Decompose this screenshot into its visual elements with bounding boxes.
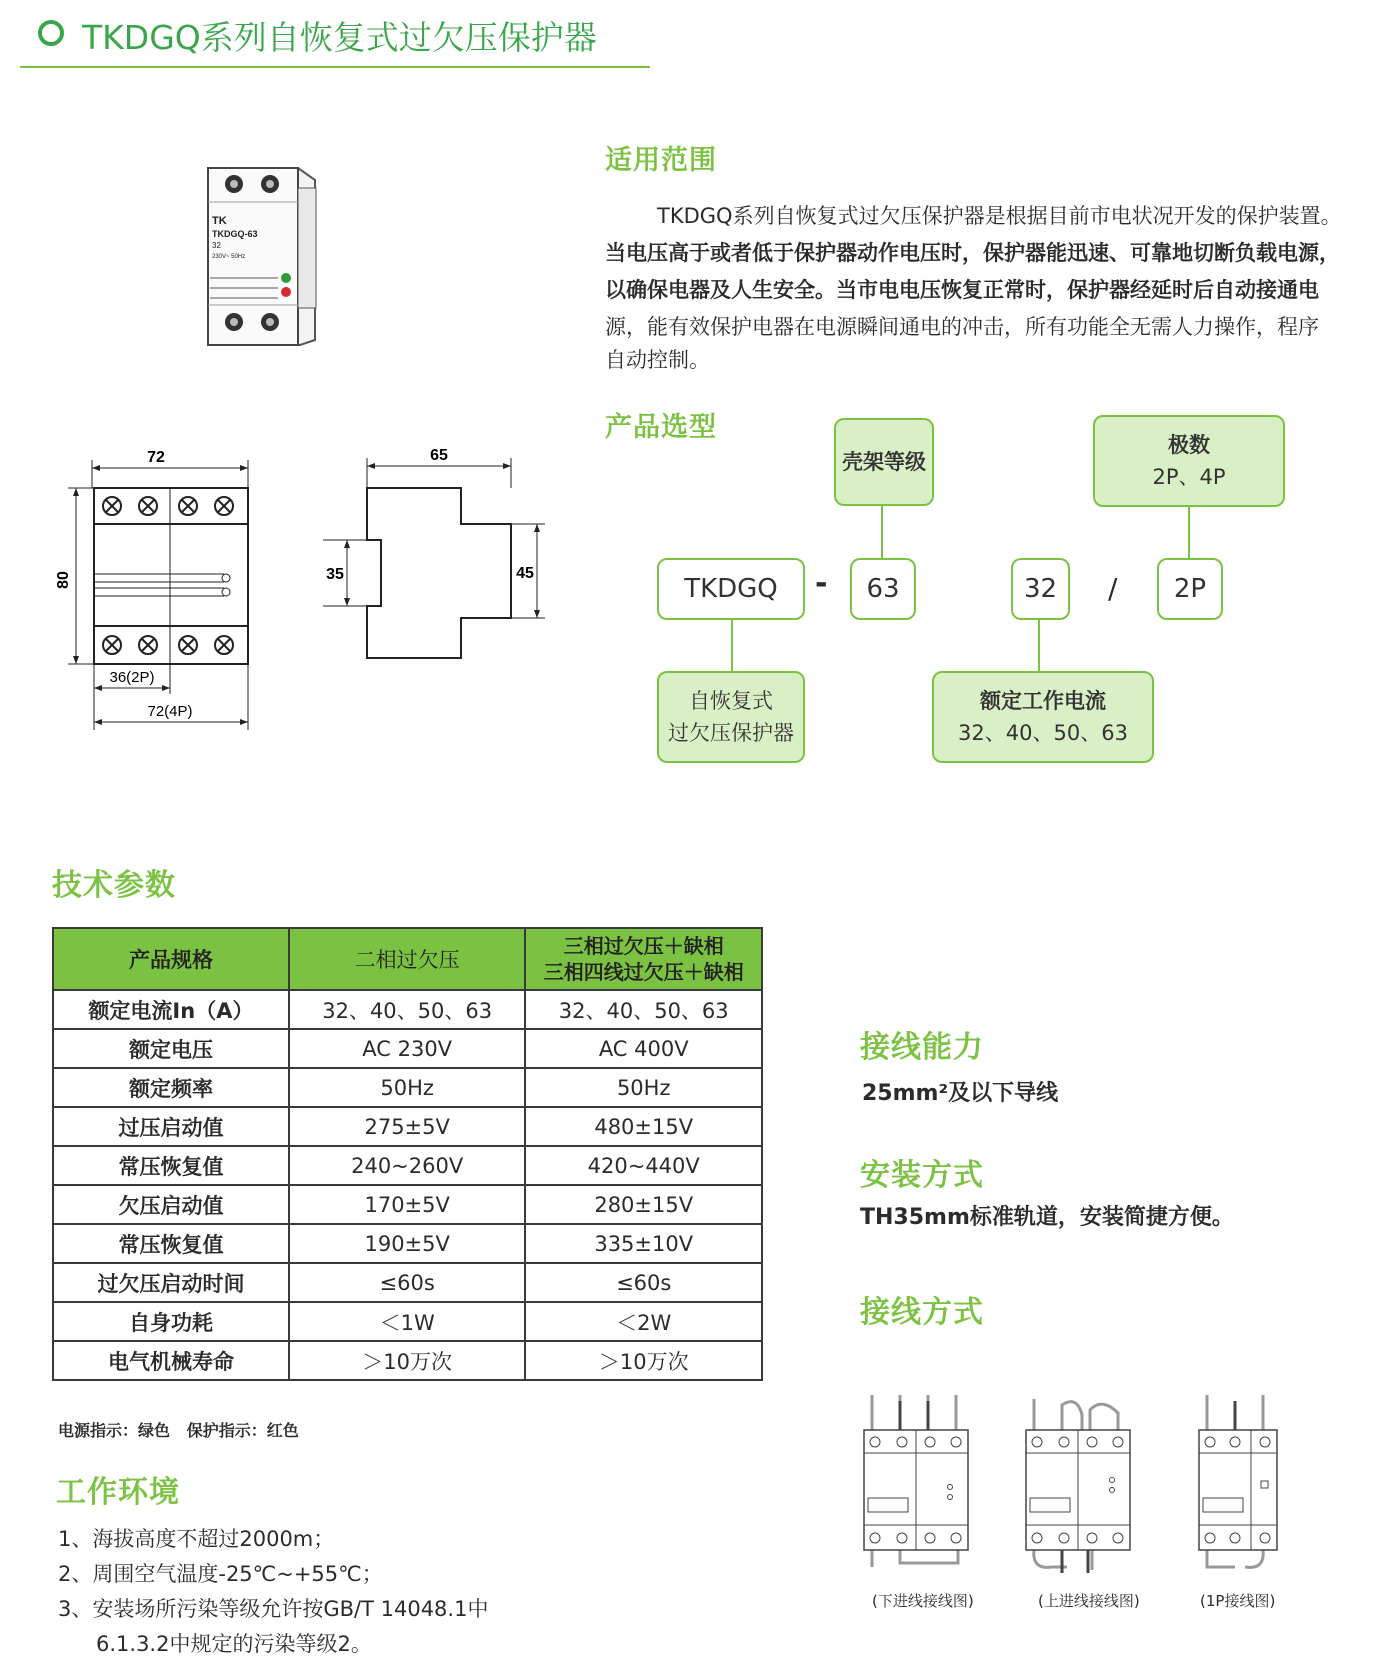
indicator-note: 电源指示：绿色 保护指示：红色 <box>58 1421 299 1440</box>
selection-heading: 产品选型 <box>605 412 717 443</box>
table-row <box>53 1068 762 1107</box>
product-image <box>190 160 340 350</box>
spec-header-row <box>53 928 762 990</box>
cell-value: 480±15V <box>525 1107 762 1146</box>
side-dimension-drawing <box>315 440 555 670</box>
cell-value: ＞10万次 <box>289 1341 526 1380</box>
poles-box <box>1093 415 1285 507</box>
wiring-capacity-text: 25mm²及以下导线 <box>862 1081 1059 1106</box>
code-dash: - <box>815 566 828 601</box>
wiring-caption-top: (上进线接线图) <box>1038 1592 1140 1610</box>
row-label: 额定电流In（A） <box>53 990 289 1029</box>
wiring-diagram-bottom <box>860 1395 975 1575</box>
scope-paragraph <box>605 198 1385 374</box>
table-row <box>53 1224 762 1263</box>
dim-side-right: 45 <box>516 565 534 582</box>
cell-value: ＜2W <box>525 1302 762 1341</box>
product-model: TKDGQ-63 <box>212 229 258 239</box>
table-row <box>53 1146 762 1185</box>
cell-value: 32、40、50、63 <box>289 990 526 1029</box>
current-label: 额定工作电流 <box>980 689 1106 713</box>
col-three-phase <box>525 928 762 990</box>
col-three-phase-line2: 三相四线过欠压＋缺相 <box>543 960 744 984</box>
cell-value: 280±15V <box>525 1185 762 1224</box>
connector-current <box>1038 618 1040 672</box>
dim-front-height: 80 <box>55 571 72 589</box>
scope-line-5: 自动控制。 <box>605 348 710 372</box>
header <box>20 6 650 68</box>
cell-value: 50Hz <box>525 1068 762 1107</box>
connector-series <box>731 618 733 672</box>
col-two-phase: 二相过欠压 <box>289 928 526 990</box>
protect-indicator-icon <box>281 287 291 297</box>
poles-label: 极数 <box>1168 433 1210 457</box>
cell-value: AC 230V <box>289 1029 526 1068</box>
environment-heading: 工作环境 <box>56 1475 180 1510</box>
cell-value: ≤60s <box>289 1263 526 1302</box>
current-values: 32、40、50、63 <box>958 721 1128 745</box>
connector-poles <box>1188 505 1190 559</box>
cell-value: 50Hz <box>289 1068 526 1107</box>
installation-heading: 安装方式 <box>860 1158 984 1193</box>
poles-values: 2P、4P <box>1152 465 1226 489</box>
wiring-caption-1p: (1P接线图) <box>1200 1592 1276 1610</box>
series-desc-2: 过欠压保护器 <box>668 721 794 745</box>
cell-value: ＜1W <box>289 1302 526 1341</box>
table-row <box>53 1341 762 1380</box>
row-label: 过压启动值 <box>53 1107 289 1146</box>
frame-grade-label: 壳架等级 <box>842 450 926 474</box>
cell-value: 335±10V <box>525 1224 762 1263</box>
code-series: TKDGQ <box>684 574 778 604</box>
table-row <box>53 1263 762 1302</box>
wiring-caption-bottom: (下进线接线图) <box>872 1592 974 1610</box>
row-label: 欠压启动值 <box>53 1185 289 1224</box>
dim-width-2p: 36(2P) <box>109 669 155 686</box>
row-label: 额定电压 <box>53 1029 289 1068</box>
environment-item-1: 1、海拔高度不超过2000m； <box>58 1527 335 1551</box>
row-label: 常压恢复值 <box>53 1146 289 1185</box>
wiring-method-heading: 接线方式 <box>860 1295 984 1330</box>
code-series-box <box>657 558 805 620</box>
power-indicator-icon <box>281 273 291 283</box>
col-three-phase-line1: 三相过欠压＋缺相 <box>563 934 724 958</box>
scope-heading: 适用范围 <box>605 145 717 176</box>
table-row <box>53 1185 762 1224</box>
cell-value: ＞10万次 <box>525 1341 762 1380</box>
cell-value: 170±5V <box>289 1185 526 1224</box>
scope-line-4: 源，能有效保护电器在电源瞬间通电的冲击，所有功能全无需人力操作，程序 <box>605 315 1319 339</box>
front-dimension-drawing <box>50 440 250 730</box>
row-label: 过欠压启动时间 <box>53 1263 289 1302</box>
code-frame-box <box>850 558 916 620</box>
series-desc-1: 自恢复式 <box>689 689 773 713</box>
cell-value: ≤60s <box>525 1263 762 1302</box>
table-row <box>53 1107 762 1146</box>
code-current-box <box>1011 558 1070 620</box>
dim-width-4p: 72(4P) <box>147 703 193 720</box>
cell-value: 190±5V <box>289 1224 526 1263</box>
row-label: 电气机械寿命 <box>53 1341 289 1380</box>
tech-heading: 技术参数 <box>52 868 176 903</box>
wiring-diagram-1p <box>1195 1395 1285 1575</box>
page-title: TKDGQ系列自恢复式过欠压保护器 <box>82 18 597 57</box>
environment-item-3: 3、安装场所污染等级允许按GB/T 14048.1中 <box>58 1597 489 1621</box>
cell-value: 420~440V <box>525 1146 762 1185</box>
current-box <box>932 671 1154 763</box>
product-rating: 32 <box>212 241 221 250</box>
code-poles-box <box>1157 558 1223 620</box>
cell-value: 240~260V <box>289 1146 526 1185</box>
table-row <box>53 990 762 1029</box>
environment-item-4: 6.1.3.2中规定的污染等级2。 <box>96 1632 372 1656</box>
dim-side-left: 35 <box>326 566 344 583</box>
code-current: 32 <box>1023 574 1058 604</box>
cell-value: AC 400V <box>525 1029 762 1068</box>
code-slash: / <box>1108 572 1118 605</box>
code-frame: 63 <box>866 574 900 604</box>
dim-front-width: 72 <box>147 449 165 466</box>
circle-bullet-icon <box>38 20 64 46</box>
row-label: 自身功耗 <box>53 1302 289 1341</box>
table-row <box>53 1029 762 1068</box>
scope-line-2: 当电压高于或者低于保护器动作电压时，保护器能迅速、可靠地切断负载电源， <box>605 241 1340 265</box>
wiring-capacity-heading: 接线能力 <box>860 1030 984 1065</box>
table-row <box>53 1302 762 1341</box>
col-spec: 产品规格 <box>53 928 289 990</box>
dim-side-depth: 65 <box>430 447 448 464</box>
cell-value: 275±5V <box>289 1107 526 1146</box>
series-desc-box <box>657 671 805 763</box>
scope-line-3: 以确保电器及人生安全。当市电电压恢复正常时，保护器经延时后自动接通电 <box>605 278 1319 302</box>
code-poles: 2P <box>1173 574 1207 604</box>
connector-frame <box>881 504 883 558</box>
installation-text: TH35mm标准轨道，安装简捷方便。 <box>860 1205 1234 1230</box>
cell-value: 32、40、50、63 <box>525 990 762 1029</box>
spec-table <box>52 927 763 1381</box>
product-brand: TK <box>212 215 227 227</box>
product-spec: 230V~ 50Hz <box>212 254 246 260</box>
row-label: 额定频率 <box>53 1068 289 1107</box>
scope-line-1: TKDGQ系列自恢复式过欠压保护器是根据目前市电状况开发的保护装置。 <box>657 204 1342 228</box>
environment-item-2: 2、周围空气温度-25℃~+55℃； <box>58 1562 383 1586</box>
environment-list <box>58 1522 618 1662</box>
wiring-diagram-top <box>1022 1395 1137 1575</box>
frame-grade-box <box>834 418 934 506</box>
row-label: 常压恢复值 <box>53 1224 289 1263</box>
